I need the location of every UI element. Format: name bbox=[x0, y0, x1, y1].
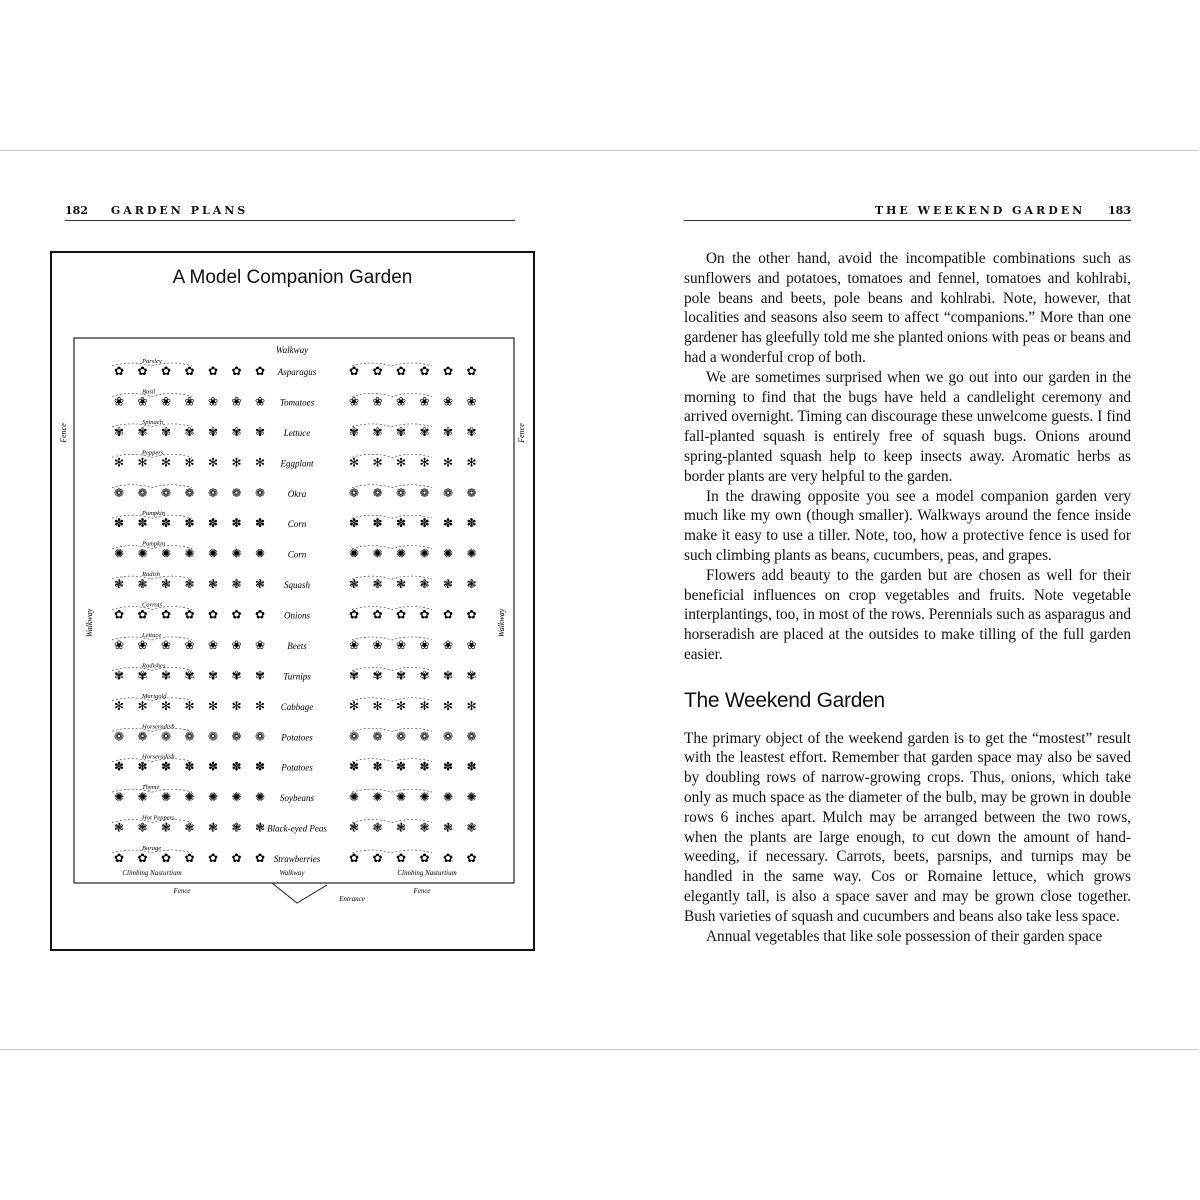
plant-symbol: ✾ bbox=[184, 668, 195, 683]
plant-symbol: ✾ bbox=[255, 424, 266, 439]
section-heading: The Weekend Garden bbox=[684, 688, 885, 712]
plant-symbol: ✿ bbox=[419, 607, 430, 622]
plant-symbol: ✽ bbox=[372, 516, 383, 531]
row-label: Soybeans bbox=[280, 793, 314, 804]
plant-symbol: ✿ bbox=[466, 851, 477, 865]
plant-symbol: ❃ bbox=[114, 577, 125, 592]
right-page-number: 183 bbox=[1108, 204, 1131, 217]
plant-symbol: ❀ bbox=[161, 394, 172, 409]
row-companion-label: Peppers bbox=[142, 449, 164, 457]
row-label: Onions bbox=[283, 610, 311, 621]
plant-symbol: ❁ bbox=[161, 485, 172, 500]
row-label: Corn bbox=[287, 519, 307, 530]
plant-symbol: ❁ bbox=[114, 485, 125, 500]
plant-symbol: ✿ bbox=[396, 364, 407, 378]
plant-symbol: ✾ bbox=[184, 424, 195, 439]
plant-symbol: ✻ bbox=[137, 455, 148, 470]
plant-symbol: ✽ bbox=[443, 759, 454, 774]
plant-symbol: ✽ bbox=[443, 516, 454, 531]
plant-symbol: ❃ bbox=[372, 820, 383, 835]
plant-symbol: ✻ bbox=[466, 455, 477, 470]
plant-symbol: ✿ bbox=[114, 851, 125, 865]
left-page-number: 182 bbox=[65, 204, 88, 217]
plant-symbol: ✻ bbox=[255, 698, 266, 713]
plant-symbol: ✿ bbox=[161, 851, 172, 865]
row-label: Tomatoes bbox=[279, 397, 315, 408]
plant-symbol: ❀ bbox=[137, 394, 148, 409]
plant-symbol: ❀ bbox=[349, 637, 360, 652]
body-paragraph: On the other hand, avoid the incompatible combinations such as sunflowers and potatoes, tomatoes and fennel, tomatoes and kohlrabi, pole beans and beets, pole beans and kohlrabi. Note, however, that localities and seasons also seem to affect “companions.” More than one gardener has gleefully told me she planted onions with peas or beans and had a wonderful crop of both. bbox=[684, 250, 1131, 366]
plant-symbol: ❀ bbox=[184, 394, 195, 409]
plant-symbol: ❀ bbox=[114, 637, 125, 652]
right-fence-label: Fence bbox=[517, 423, 526, 443]
plant-symbol: ❀ bbox=[255, 394, 266, 409]
plant-symbol: ✽ bbox=[396, 759, 407, 774]
plant-symbol: ✿ bbox=[349, 607, 360, 622]
row-companion-label: Horseradish bbox=[142, 753, 175, 761]
plant-symbol: ❁ bbox=[161, 729, 172, 744]
plant-symbol: ✺ bbox=[372, 790, 383, 805]
plant-symbol: ❀ bbox=[161, 637, 172, 652]
plant-symbol: ✺ bbox=[255, 790, 266, 805]
plant-symbol: ✻ bbox=[443, 455, 454, 470]
plant-symbol: ❁ bbox=[372, 729, 383, 744]
plant-symbol: ❁ bbox=[137, 729, 148, 744]
top-walkway-label: Walkway bbox=[275, 345, 309, 355]
plant-symbol: ✻ bbox=[349, 698, 360, 713]
row-companion-label: Spinach bbox=[142, 418, 163, 426]
plant-symbol: ✾ bbox=[255, 668, 266, 683]
plant-symbol: ❀ bbox=[184, 637, 195, 652]
row-companion-label: Radishes bbox=[142, 662, 166, 670]
plant-symbol: ❃ bbox=[208, 820, 219, 835]
plant-symbol: ✻ bbox=[137, 698, 148, 713]
plant-symbol: ✿ bbox=[372, 364, 383, 378]
plant-symbol: ✿ bbox=[443, 607, 454, 622]
plant-symbol: ✿ bbox=[137, 851, 148, 865]
plant-symbol: ✾ bbox=[396, 424, 407, 439]
plant-symbol: ✿ bbox=[372, 851, 383, 865]
plant-symbol: ✺ bbox=[161, 790, 172, 805]
plant-symbol: ✿ bbox=[231, 607, 242, 622]
row-label: Squash bbox=[283, 580, 311, 591]
plant-symbol: ✿ bbox=[466, 364, 477, 378]
plant-symbol: ✾ bbox=[161, 424, 172, 439]
plant-symbol: ✽ bbox=[114, 516, 125, 531]
plant-symbol: ❃ bbox=[466, 577, 477, 592]
plant-symbol: ❁ bbox=[231, 485, 242, 500]
plant-symbol: ❀ bbox=[396, 637, 407, 652]
bottom-label: Climbing Nasturtium bbox=[397, 869, 457, 877]
plant-symbol: ❀ bbox=[419, 637, 430, 652]
plant-symbol: ✽ bbox=[208, 759, 219, 774]
bottom-fence-label: Fence bbox=[413, 887, 431, 895]
plant-symbol: ❁ bbox=[466, 485, 477, 500]
plant-symbol: ✻ bbox=[208, 455, 219, 470]
plant-symbol: ✺ bbox=[419, 546, 430, 561]
plant-symbol: ✻ bbox=[419, 698, 430, 713]
plant-symbol: ✾ bbox=[466, 668, 477, 683]
plant-symbol: ❁ bbox=[184, 485, 195, 500]
row-label: Cabbage bbox=[280, 701, 314, 712]
row-companion-label: Marigold bbox=[142, 692, 167, 700]
body-paragraph: Flowers add beauty to the garden but are chosen as well for their beneficial influences on crop vegetables and fruits. Note vegetable interplantings, too, in most of the rows. Perennials such as asparagus and horseradish are placed at the outsides to make tilling of the full garden easier. bbox=[684, 566, 1131, 663]
plant-symbol: ✿ bbox=[372, 607, 383, 622]
plant-symbol: ✺ bbox=[349, 546, 360, 561]
plant-symbol: ❁ bbox=[114, 729, 125, 744]
plant-symbol: ✿ bbox=[255, 851, 266, 865]
row-label: Asparagus bbox=[277, 367, 317, 377]
plant-symbol: ✿ bbox=[255, 364, 266, 378]
plant-symbol: ✿ bbox=[114, 364, 125, 378]
body-paragraph: We are sometimes surprised when we go out into our garden in the morning to find that the bugs have held a candlelight ceremony and arrived overnight. Timing can discourage these unwelcome guests. I find fall-planted squash is entirely free of squash bugs. Onions around spring-planted squash help to keep insects away. Aromatic herbs as border plants are very helpful to the garden. bbox=[684, 368, 1131, 485]
plant-symbol: ✺ bbox=[466, 546, 477, 561]
plant-symbol: ✺ bbox=[184, 790, 195, 805]
plant-symbol: ✿ bbox=[184, 607, 195, 622]
plant-symbol: ❁ bbox=[137, 485, 148, 500]
plant-symbol: ❃ bbox=[349, 577, 360, 592]
plant-symbol: ✿ bbox=[396, 607, 407, 622]
body-paragraph: The primary object of the weekend garden is to get the “mostest” result with the leastest effort. Remember that garden space may also be saved by doubling rows of narrow-growing crops. Thus, onions, which take only as much space as the diameter of the bulb, may be grown in double rows 6 inches apart. Mulch may be arranged between the two rows, when the plants are large enough, to cut down the amount of hand-weeding, if necessary. Carrots, beets, parsnips, and turnips may be handled in the same way. Cos or Romaine lettuce, which grows elegantly tall, is also a space saver and may be grown close together. Bush varieties of squash and cucumbers and beans also take less space. bbox=[684, 729, 1131, 925]
bottom-fence-label: Fence bbox=[173, 887, 191, 895]
plant-symbol: ✻ bbox=[208, 698, 219, 713]
plant-symbol: ✽ bbox=[255, 759, 266, 774]
plant-symbol: ✾ bbox=[443, 424, 454, 439]
plant-symbol: ✿ bbox=[443, 364, 454, 378]
left-fence-label: Fence bbox=[59, 423, 68, 443]
plant-symbol: ✿ bbox=[161, 364, 172, 378]
row-label: Corn bbox=[287, 549, 307, 560]
plant-symbol: ❃ bbox=[114, 820, 125, 835]
plant-symbol: ❀ bbox=[396, 394, 407, 409]
plant-symbol: ✻ bbox=[184, 455, 195, 470]
plant-symbol: ❃ bbox=[396, 577, 407, 592]
row-companion-label: Carrots bbox=[142, 601, 162, 609]
plant-symbol: ✿ bbox=[419, 364, 430, 378]
row-companion-label: Pumpkin bbox=[142, 510, 166, 518]
plant-symbol: ✽ bbox=[419, 516, 430, 531]
plant-symbol: ✾ bbox=[231, 424, 242, 439]
plant-symbol: ❃ bbox=[184, 577, 195, 592]
right-running-head bbox=[684, 204, 1131, 221]
plant-symbol: ✿ bbox=[208, 851, 219, 865]
left-running-title: GARDEN PLANS bbox=[110, 204, 249, 217]
plant-symbol: ✺ bbox=[255, 546, 266, 561]
plant-symbol: ✽ bbox=[419, 759, 430, 774]
plant-symbol: ✾ bbox=[396, 668, 407, 683]
plant-symbol: ❀ bbox=[372, 637, 383, 652]
plant-symbol: ✽ bbox=[161, 516, 172, 531]
plant-symbol: ✻ bbox=[231, 455, 242, 470]
plant-symbol: ✻ bbox=[231, 698, 242, 713]
plant-symbol: ✿ bbox=[419, 851, 430, 865]
plant-symbol: ❁ bbox=[255, 485, 266, 500]
plant-symbol: ✽ bbox=[372, 759, 383, 774]
plant-symbol: ✺ bbox=[419, 790, 430, 805]
plant-symbol: ✺ bbox=[372, 546, 383, 561]
plant-symbol: ❃ bbox=[349, 820, 360, 835]
plant-symbol: ❁ bbox=[184, 729, 195, 744]
plant-symbol: ✾ bbox=[114, 424, 125, 439]
plant-symbol: ✿ bbox=[231, 851, 242, 865]
plant-symbol: ✾ bbox=[349, 668, 360, 683]
plant-symbol: ❃ bbox=[137, 577, 148, 592]
plant-symbol: ✾ bbox=[466, 424, 477, 439]
row-label: Beets bbox=[287, 640, 307, 651]
plant-symbol: ❀ bbox=[466, 637, 477, 652]
plant-symbol: ✽ bbox=[184, 759, 195, 774]
plant-symbol: ✽ bbox=[396, 516, 407, 531]
row-label: Potatoes bbox=[281, 732, 313, 743]
plant-symbol: ✿ bbox=[349, 851, 360, 865]
plant-symbol: ✺ bbox=[443, 546, 454, 561]
plant-symbol: ✾ bbox=[114, 668, 125, 683]
plant-symbol: ❁ bbox=[419, 729, 430, 744]
plant-symbol: ✾ bbox=[419, 668, 430, 683]
plant-symbol: ✾ bbox=[372, 424, 383, 439]
plant-symbol: ❃ bbox=[184, 820, 195, 835]
plant-symbol: ❃ bbox=[231, 577, 242, 592]
plant-symbol: ✺ bbox=[114, 790, 125, 805]
plant-symbol: ✺ bbox=[396, 546, 407, 561]
plant-symbol: ❀ bbox=[372, 394, 383, 409]
plant-symbol: ✿ bbox=[231, 364, 242, 378]
plant-symbol: ✽ bbox=[255, 516, 266, 531]
plant-symbol: ✿ bbox=[137, 607, 148, 622]
plant-symbol: ✺ bbox=[137, 546, 148, 561]
plant-symbol: ❁ bbox=[208, 729, 219, 744]
plant-symbol: ✿ bbox=[208, 607, 219, 622]
plant-symbol: ✾ bbox=[137, 424, 148, 439]
plant-symbol: ❀ bbox=[255, 637, 266, 652]
entrance-gate bbox=[272, 883, 327, 903]
plant-symbol: ❃ bbox=[255, 820, 266, 835]
plant-symbol: ✻ bbox=[396, 698, 407, 713]
plant-symbol: ❀ bbox=[208, 394, 219, 409]
row-label: Black-eyed Peas bbox=[267, 823, 327, 834]
body-paragraph: In the drawing opposite you see a model companion garden very much like my own (though smaller). Walkways around the fence inside make it easy to use a tiller. Note, too, how a protective fence is used for such climbing plants as beans, cucumbers, peas, and grapes. bbox=[684, 487, 1131, 564]
plant-symbol: ❃ bbox=[396, 820, 407, 835]
plant-symbol: ✽ bbox=[208, 516, 219, 531]
bottom-label: Climbing Nasturtium bbox=[122, 869, 182, 877]
plant-symbol: ❃ bbox=[255, 577, 266, 592]
right-page-body bbox=[684, 249, 1131, 946]
plant-symbol: ✻ bbox=[419, 455, 430, 470]
plant-symbol: ❁ bbox=[443, 485, 454, 500]
plant-symbol: ❃ bbox=[419, 820, 430, 835]
plant-symbol: ✻ bbox=[161, 455, 172, 470]
row-companion-label: Radish bbox=[142, 571, 161, 579]
plant-symbol: ❃ bbox=[161, 577, 172, 592]
plant-symbol: ❁ bbox=[349, 485, 360, 500]
plant-symbol: ❁ bbox=[396, 485, 407, 500]
plant-symbol: ❁ bbox=[208, 485, 219, 500]
plant-symbol: ❃ bbox=[161, 820, 172, 835]
plant-symbol: ✽ bbox=[161, 759, 172, 774]
garden-plan-drawing bbox=[52, 253, 533, 949]
plant-symbol: ✻ bbox=[255, 455, 266, 470]
plant-symbol: ✺ bbox=[231, 546, 242, 561]
bottom-label: Walkway bbox=[279, 869, 305, 877]
plant-symbol: ❃ bbox=[231, 820, 242, 835]
plant-symbol: ❀ bbox=[208, 637, 219, 652]
plant-symbol: ✿ bbox=[208, 364, 219, 378]
right-running-title: THE WEEKEND GARDEN bbox=[874, 204, 1086, 217]
plant-symbol: ✿ bbox=[466, 607, 477, 622]
row-label: Okra bbox=[287, 488, 307, 499]
row-label: Lettuce bbox=[283, 427, 311, 438]
plant-symbol: ✺ bbox=[114, 546, 125, 561]
plant-symbol: ✿ bbox=[255, 607, 266, 622]
row-label: Strawberries bbox=[273, 854, 321, 864]
companion-garden-figure bbox=[50, 251, 535, 951]
plant-symbol: ✽ bbox=[231, 759, 242, 774]
plant-symbol: ❁ bbox=[255, 729, 266, 744]
plant-symbol: ✺ bbox=[349, 790, 360, 805]
row-companion-label: Lettuce bbox=[142, 631, 162, 639]
right-walkway-label: Walkway bbox=[497, 608, 506, 638]
plant-symbol: ✻ bbox=[466, 698, 477, 713]
plant-symbol: ❁ bbox=[466, 729, 477, 744]
plant-symbol: ❃ bbox=[419, 577, 430, 592]
plant-symbol: ✿ bbox=[114, 607, 125, 622]
plant-symbol: ✽ bbox=[137, 759, 148, 774]
row-companion-label: Pumpkin bbox=[142, 540, 166, 548]
plant-symbol: ✾ bbox=[161, 668, 172, 683]
plant-symbol: ✽ bbox=[466, 759, 477, 774]
plant-symbol: ✻ bbox=[349, 455, 360, 470]
plant-symbol: ✽ bbox=[349, 516, 360, 531]
plant-symbol: ✾ bbox=[349, 424, 360, 439]
plant-symbol: ✺ bbox=[161, 546, 172, 561]
row-companion-label: Parsley bbox=[142, 358, 162, 365]
plant-symbol: ✺ bbox=[208, 546, 219, 561]
plant-symbol: ❀ bbox=[419, 394, 430, 409]
plant-symbol: ❃ bbox=[443, 820, 454, 835]
left-running-head bbox=[65, 204, 515, 221]
plant-symbol: ✻ bbox=[372, 455, 383, 470]
plant-symbol: ✻ bbox=[372, 698, 383, 713]
plant-symbol: ❀ bbox=[466, 394, 477, 409]
plant-symbol: ❀ bbox=[137, 637, 148, 652]
plant-symbol: ✻ bbox=[114, 455, 125, 470]
row-label: Potatoes bbox=[281, 762, 313, 773]
plant-symbol: ✿ bbox=[184, 851, 195, 865]
plant-symbol: ✾ bbox=[231, 668, 242, 683]
row-divider bbox=[112, 485, 432, 488]
body-paragraph: Annual vegetables that like sole possession of their garden space bbox=[706, 927, 1103, 945]
plant-symbol: ✻ bbox=[161, 698, 172, 713]
plant-symbol: ❃ bbox=[443, 577, 454, 592]
figure-title: A Model Companion Garden bbox=[172, 267, 413, 288]
plant-symbol: ✽ bbox=[184, 516, 195, 531]
plant-symbol: ✽ bbox=[466, 516, 477, 531]
row-companion-label: Borage bbox=[142, 845, 162, 852]
plant-symbol: ✻ bbox=[396, 455, 407, 470]
plant-symbol: ✿ bbox=[443, 851, 454, 865]
plant-symbol: ❃ bbox=[466, 820, 477, 835]
row-divider bbox=[112, 789, 432, 792]
plant-symbol: ✺ bbox=[396, 790, 407, 805]
plant-symbol: ✺ bbox=[208, 790, 219, 805]
row-divider bbox=[112, 393, 432, 396]
plant-symbol: ✾ bbox=[419, 424, 430, 439]
plant-symbol: ✽ bbox=[349, 759, 360, 774]
row-companion-label: Thyme bbox=[142, 784, 160, 792]
plant-symbol: ❀ bbox=[443, 637, 454, 652]
row-label: Eggplant bbox=[280, 458, 314, 469]
plant-symbol: ✺ bbox=[184, 546, 195, 561]
row-companion-label: Horseradish bbox=[142, 723, 175, 731]
plant-symbol: ❀ bbox=[114, 394, 125, 409]
plant-symbol: ✺ bbox=[137, 790, 148, 805]
entrance-label: Entrance bbox=[339, 895, 365, 903]
plant-symbol: ✽ bbox=[114, 759, 125, 774]
plant-symbol: ✿ bbox=[396, 851, 407, 865]
plant-symbol: ❁ bbox=[372, 485, 383, 500]
plant-symbol: ✾ bbox=[443, 668, 454, 683]
plant-symbol: ❀ bbox=[231, 394, 242, 409]
left-walkway-label: Walkway bbox=[85, 608, 94, 638]
plant-symbol: ❁ bbox=[349, 729, 360, 744]
plant-symbol: ❃ bbox=[137, 820, 148, 835]
row-companion-label: Basil bbox=[142, 388, 156, 396]
plant-symbol: ❃ bbox=[372, 577, 383, 592]
plant-symbol: ✾ bbox=[137, 668, 148, 683]
plant-symbol: ✺ bbox=[231, 790, 242, 805]
plant-symbol: ✿ bbox=[184, 364, 195, 378]
plant-symbol: ✿ bbox=[137, 364, 148, 378]
plant-symbol: ✺ bbox=[443, 790, 454, 805]
row-label: Turnips bbox=[283, 671, 311, 682]
plant-symbol: ✻ bbox=[114, 698, 125, 713]
plant-symbol: ❀ bbox=[349, 394, 360, 409]
plant-symbol: ✽ bbox=[231, 516, 242, 531]
plant-symbol: ❃ bbox=[208, 577, 219, 592]
plant-symbol: ✾ bbox=[208, 424, 219, 439]
plant-symbol: ✾ bbox=[372, 668, 383, 683]
row-companion-label: Hot Peppers bbox=[142, 814, 175, 822]
plant-symbol: ❁ bbox=[419, 485, 430, 500]
plant-symbol: ✿ bbox=[349, 364, 360, 378]
plant-symbol: ✻ bbox=[184, 698, 195, 713]
plant-symbol: ✽ bbox=[137, 516, 148, 531]
plant-symbol: ✻ bbox=[443, 698, 454, 713]
plant-symbol: ❁ bbox=[443, 729, 454, 744]
plant-symbol: ❀ bbox=[231, 637, 242, 652]
plant-symbol: ✺ bbox=[466, 790, 477, 805]
plant-symbol: ❁ bbox=[231, 729, 242, 744]
plant-symbol: ❁ bbox=[396, 729, 407, 744]
book-spread bbox=[0, 150, 1199, 1050]
plant-symbol: ❀ bbox=[443, 394, 454, 409]
plant-symbol: ✾ bbox=[208, 668, 219, 683]
plant-symbol: ✿ bbox=[161, 607, 172, 622]
